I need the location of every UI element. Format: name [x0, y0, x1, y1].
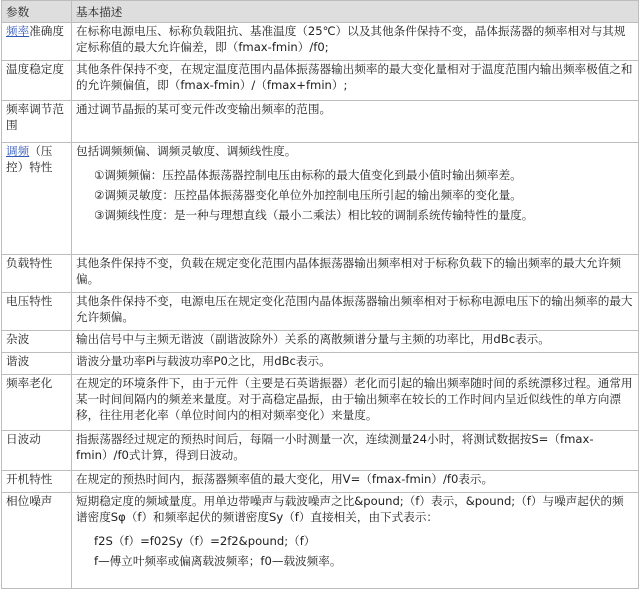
table-header-row — [2, 1, 639, 23]
param-cell: 频率调节范围 — [2, 101, 72, 143]
param-cell — [2, 23, 72, 61]
table-row — [2, 331, 639, 353]
desc-cell: 在规定的预热时间内，振荡器频率值的最大变化，用V=（fmax-fmin）/f0表示。 — [72, 471, 639, 493]
desc-cell: 通过调节晶振的某可变元件改变输出频率的范围。 — [72, 101, 639, 143]
desc-text: 短期稳定度的频域量度。用单边带噪声与载波噪声之比&pound;（f）表示，&pound;（f）与噪声起伏的频谱密度Sφ（f）和频率起伏的频谱密度Sy（f）直接相关，由下式表示： — [76, 494, 624, 524]
param-link[interactable]: 频率 — [6, 24, 30, 38]
param-cell: 相位噪声 — [2, 493, 72, 589]
desc-cell: 输出信号中与主频无谐波（副谐波除外）关系的离散频谱分量与主频的功率比，用dBc表示。 — [72, 331, 639, 353]
table-row — [2, 431, 639, 471]
param-cell: 频率老化 — [2, 375, 72, 431]
param-cell: 日波动 — [2, 431, 72, 471]
param-cell — [2, 143, 72, 255]
table-row — [2, 353, 639, 375]
param-label: 准确度 — [29, 24, 64, 38]
param-cell: 开机特性 — [2, 471, 72, 493]
list-item: ③调频线性度：是一种与理想直线（最小二乘法）相比较的调制系统传输特性的量度。 — [94, 208, 534, 222]
table-row — [2, 101, 639, 143]
table-row — [2, 471, 639, 493]
param-cell: 谐波 — [2, 353, 72, 375]
desc-cell: 其他条件保持不变，负载在规定变化范围内晶体振荡器输出频率相对于标称负载下的输出频率的最大允许频偏。 — [72, 255, 639, 293]
desc-cell: 在标称电源电压、标称负载阻抗、基准温度（25℃）以及其他条件保持不变，晶体振荡器的频率相对与其规定标称值的最大允许偏差，即（fmax-fmin）/f0; — [72, 23, 639, 61]
table-row — [2, 293, 639, 331]
desc-cell: 其他条件保持不变，在规定温度范围内晶体振荡器输出频率的最大变化量相对于温度范围内输出频率极值之和的允许频偏值，即（fmax-fmin）/（fmax+fmin）; — [72, 61, 639, 101]
table-row — [2, 493, 639, 589]
table-row — [2, 375, 639, 431]
formula: f2S（f）=f02Sy（f）=2f2&pound;（f） — [94, 534, 316, 548]
desc-cell: 在规定的环境条件下，由于元件（主要是石英谐振器）老化而引起的输出频率随时间的系统漂移过程。通常用某一时间间隔内的频差来量度。对于高稳定晶振，由于输出频率在较长的工作时间内呈近似线性的单方向漂移，往往用老化率（单位时间内的相对频率变化）来量度。 — [72, 375, 639, 431]
table-row — [2, 61, 639, 101]
desc-cell: 其他条件保持不变，电源电压在规定变化范围内晶体振荡器输出频率相对于标称电源电压下的输出频率的最大允许频偏。 — [72, 293, 639, 331]
list-item: ①调频频偏：压控晶体振荡器控制电压由标称的最大值变化到最小值时输出频率差。 — [94, 168, 522, 182]
list-item: ②调频灵敏度：压控晶体振荡器变化单位外加控制电压所引起的输出频率的变化量。 — [94, 188, 522, 202]
table-row — [2, 23, 639, 61]
parameter-table — [1, 0, 639, 589]
param-link[interactable]: 调频 — [6, 144, 30, 158]
note: f—傅立叶频率或偏离载波频率；f0—载波频率。 — [94, 554, 342, 568]
header-param: 参数 — [2, 1, 72, 23]
desc-text: 包括调频频偏、调频灵敏度、调频线性度。 — [76, 144, 297, 158]
desc-cell: 谐波分量功率Pi与载波功率P0之比，用dBc表示。 — [72, 353, 639, 375]
table-row — [2, 143, 639, 255]
param-cell: 温度稳定度 — [2, 61, 72, 101]
param-cell: 负载特性 — [2, 255, 72, 293]
param-label: （压控）特性 — [6, 144, 53, 174]
desc-cell: 指振荡器经过规定的预热时间后，每隔一小时测量一次，连续测量24小时，将测试数据按S=（fmax-fmin）/f0式计算，得到日波动。 — [72, 431, 639, 471]
header-description: 基本描述 — [72, 1, 639, 23]
param-cell: 电压特性 — [2, 293, 72, 331]
desc-cell — [72, 493, 639, 589]
param-cell: 杂波 — [2, 331, 72, 353]
desc-cell — [72, 143, 639, 255]
table-row — [2, 255, 639, 293]
